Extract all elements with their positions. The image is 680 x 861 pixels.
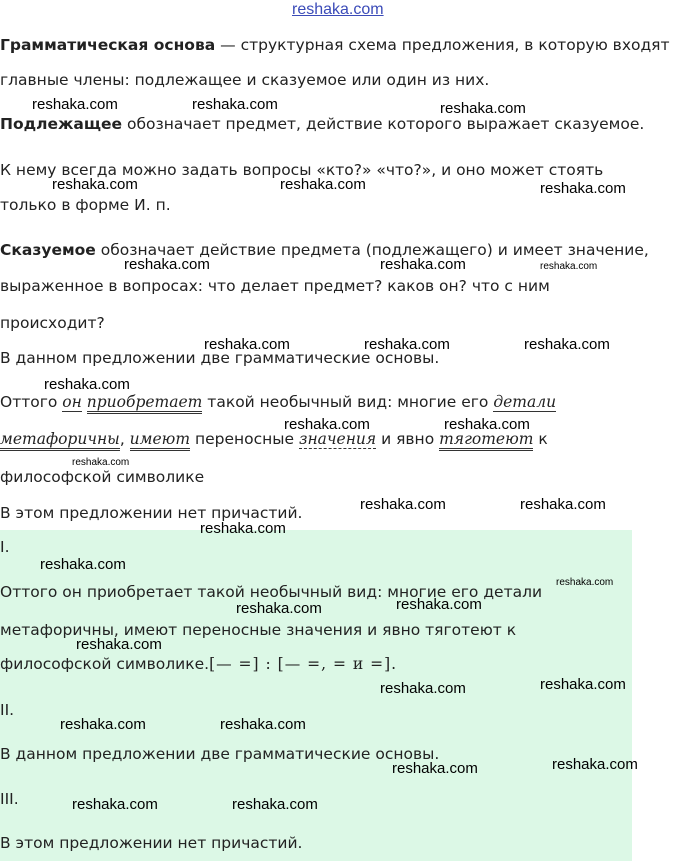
watermark: reshaka.com xyxy=(40,556,126,573)
theory-line: К нему всегда можно задать вопросы «кто?» «что?», и оно может стоять xyxy=(0,161,604,179)
watermark: reshaka.com xyxy=(396,596,482,613)
word: , xyxy=(119,430,130,448)
theory-line: главные члены: подлежащее и сказуемое или один из них. xyxy=(0,71,490,89)
watermark: reshaka.com xyxy=(72,457,130,468)
watermark: reshaka.com xyxy=(220,716,306,733)
site-link[interactable]: reshaka.com xyxy=(292,1,384,18)
theory-line xyxy=(0,114,644,134)
predicate-word: метафоричны xyxy=(0,430,120,451)
predicate-word: имеют xyxy=(130,430,190,451)
subject-word: он xyxy=(62,393,82,411)
answer-text: философской символике. xyxy=(0,655,210,673)
theory-line: происходит? xyxy=(0,314,105,332)
watermark: reshaka.com xyxy=(124,256,210,273)
predicate-word: приобретает xyxy=(87,393,203,414)
watermark: reshaka.com xyxy=(72,796,158,813)
word: и явно xyxy=(376,430,440,448)
watermark: reshaka.com xyxy=(540,676,626,693)
watermark: reshaka.com xyxy=(364,336,450,353)
subject-word: детали xyxy=(493,393,557,411)
watermark: reshaka.com xyxy=(524,336,610,353)
watermark: reshaka.com xyxy=(44,376,130,393)
word: такой необычный вид: многие его xyxy=(202,393,494,411)
watermark: reshaka.com xyxy=(192,96,278,113)
theory-line xyxy=(0,240,649,260)
word: переносные xyxy=(190,430,299,448)
watermark: reshaka.com xyxy=(552,756,638,773)
watermark: reshaka.com xyxy=(284,416,370,433)
watermark: reshaka.com xyxy=(520,496,606,513)
watermark: reshaka.com xyxy=(76,636,162,653)
theory-line: только в форме И. п. xyxy=(0,196,171,214)
sentence-scheme: [— =] : [— =, = и =]. xyxy=(209,655,398,673)
watermark: reshaka.com xyxy=(556,577,614,588)
watermark: reshaka.com xyxy=(280,176,366,193)
watermark: reshaka.com xyxy=(236,600,322,617)
term-grammatical-basis: Грамматическая основа xyxy=(0,36,216,54)
term-subject: Подлежащее xyxy=(0,115,123,133)
definition-text: — структурная схема предложения, в которую входят xyxy=(215,36,670,54)
watermark: reshaka.com xyxy=(204,336,290,353)
watermark: reshaka.com xyxy=(232,796,318,813)
watermark: reshaka.com xyxy=(444,416,530,433)
analysis-no-participles: В этом предложении нет причастий. xyxy=(0,504,303,522)
watermark: reshaka.com xyxy=(60,716,146,733)
predicate-word: тяготеют xyxy=(439,430,533,451)
answer-number-1: I. xyxy=(0,538,10,556)
watermark: reshaka.com xyxy=(32,96,118,113)
answer-line xyxy=(0,654,397,674)
watermark: reshaka.com xyxy=(540,180,626,197)
watermark: reshaka.com xyxy=(380,680,466,697)
watermark: reshaka.com xyxy=(392,760,478,777)
theory-line xyxy=(0,35,670,55)
answer-line: метафоричны, имеют переносные значения и явно тяготеют к xyxy=(0,621,517,639)
watermark: reshaka.com xyxy=(540,261,598,272)
watermark: reshaka.com xyxy=(440,100,526,117)
parsed-sentence-line xyxy=(0,392,556,412)
watermark: reshaka.com xyxy=(360,496,446,513)
theory-line: выраженное в вопросах: что делает предмет? каков он? что с ним xyxy=(0,277,550,295)
watermark: reshaka.com xyxy=(200,520,286,537)
answer-line: Оттого он приобретает такой необычный вид: многие его детали xyxy=(0,583,543,601)
parsed-sentence-line: философской символике xyxy=(0,468,205,486)
watermark: reshaka.com xyxy=(380,256,466,273)
answer-number-3: III. xyxy=(0,790,19,808)
analysis-two-bases: В данном предложении две грамматические основы. xyxy=(0,349,440,367)
term-predicate: Сказуемое xyxy=(0,241,96,259)
word: к xyxy=(533,430,548,448)
answer-line: В данном предложении две грамматические основы. xyxy=(0,745,440,763)
answer-number-2: II. xyxy=(0,701,15,719)
definition-text: обозначает предмет, действие которого выражает сказуемое. xyxy=(122,115,645,133)
word: Оттого xyxy=(0,393,63,411)
object-word: значения xyxy=(298,430,377,448)
definition-text: обозначает действие предмета (подлежащего) и имеет значение, xyxy=(95,241,649,259)
watermark: reshaka.com xyxy=(52,176,138,193)
answer-line: В этом предложении нет причастий. xyxy=(0,834,303,852)
